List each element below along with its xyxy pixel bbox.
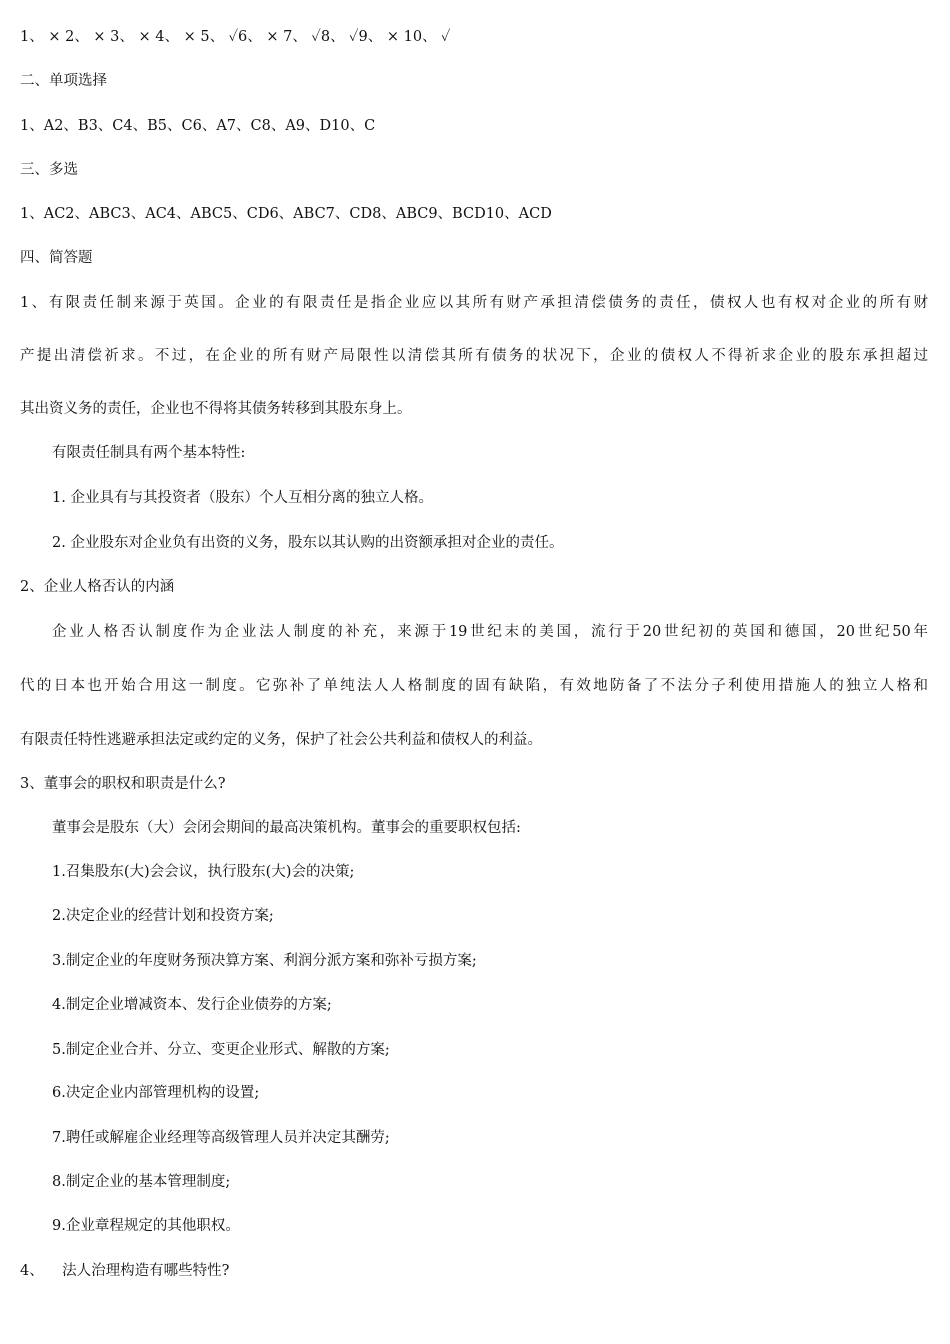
- multiple-choice-answers: 1、AC2、ABC3、AC4、ABC5、CD6、ABC7、CD8、ABC9、BCD10、ACD: [20, 206, 552, 222]
- answer-1-paragraph-line-3: 其出资义务的责任，企业也不得将其债务转移到其股东身上。: [20, 401, 412, 417]
- question-4-heading: 4、 法人治理构造有哪些特性?: [20, 1263, 230, 1279]
- board-power-8: 8.制定企业的基本管理制度;: [52, 1174, 231, 1190]
- section-heading-multiple-choice: 三、多选: [20, 162, 78, 178]
- section-heading-short-answer: 四、简答题: [20, 250, 93, 266]
- true-false-answers: 1、 × 2、 × 3、 × 4、 × 5、 ✓6、 × 7、 ✓8、 ✓9、 × 10、 ✓: [20, 29, 451, 45]
- board-power-3: 3.制定企业的年度财务预决算方案、利润分派方案和弥补亏损方案;: [52, 953, 477, 969]
- answer-1-paragraph-line-2: 产提出清偿祈求。不过，在企业的所有财产局限性以清偿其所有债务的状况下，企业的债权人不得祈求企业的股东承担超过: [20, 348, 928, 364]
- answer-2-paragraph-line-3: 有限责任特性逃避承担法定或约定的义务，保护了社会公共利益和债权人的利益。: [20, 732, 542, 748]
- answer-1-paragraph-line-1: 1、有限责任制来源于英国。企业的有限责任是指企业应以其所有财产承担清偿债务的责任，债权人也有权对企业的所有财: [20, 295, 928, 311]
- answer-2-paragraph-line-2: 代的日本也开始合用这一制度。它弥补了单纯法人人格制度的固有缺陷，有效地防备了不法分子利使用措施人的独立人格和: [20, 678, 928, 694]
- question-2-heading: 2、企业人格否认的内涵: [20, 579, 175, 595]
- board-power-2: 2.决定企业的经营计划和投资方案;: [52, 908, 274, 924]
- board-power-7: 7.聘任或解雇企业经理等高级管理人员并决定其酬劳;: [52, 1130, 390, 1146]
- board-power-6: 6.决定企业内部管理机构的设置;: [52, 1085, 260, 1101]
- board-power-5: 5.制定企业合并、分立、变更企业形式、解散的方案;: [52, 1042, 390, 1058]
- board-power-9: 9.企业章程规定的其他职权。: [52, 1218, 240, 1234]
- limited-liability-features-intro: 有限责任制具有两个基本特性:: [52, 445, 246, 461]
- board-power-1: 1.召集股东(大)会会议，执行股东(大)会的决策;: [52, 864, 355, 880]
- section-heading-single-choice: 二、单项选择: [20, 73, 107, 89]
- answer-2-paragraph-line-1: 企业人格否认制度作为企业法人制度的补充，来源于19世纪末的美国，流行于20世纪初的英国和德国，20世纪50年: [52, 624, 928, 640]
- question-3-heading: 3、董事会的职权和职责是什么?: [20, 776, 226, 792]
- limited-liability-feature-1: 1. 企业具有与其投资者（股东）个人互相分离的独立人格。: [52, 490, 433, 506]
- limited-liability-feature-2: 2. 企业股东对企业负有出资的义务，股东以其认购的出资额承担对企业的责任。: [52, 535, 564, 551]
- board-power-4: 4.制定企业增减资本、发行企业债券的方案;: [52, 997, 332, 1013]
- single-choice-answers: 1、A2、B3、C4、B5、C6、A7、C8、A9、D10、C: [20, 118, 376, 134]
- answer-3-intro: 董事会是股东（大）会闭会期间的最高决策机构。董事会的重要职权包括:: [52, 820, 521, 836]
